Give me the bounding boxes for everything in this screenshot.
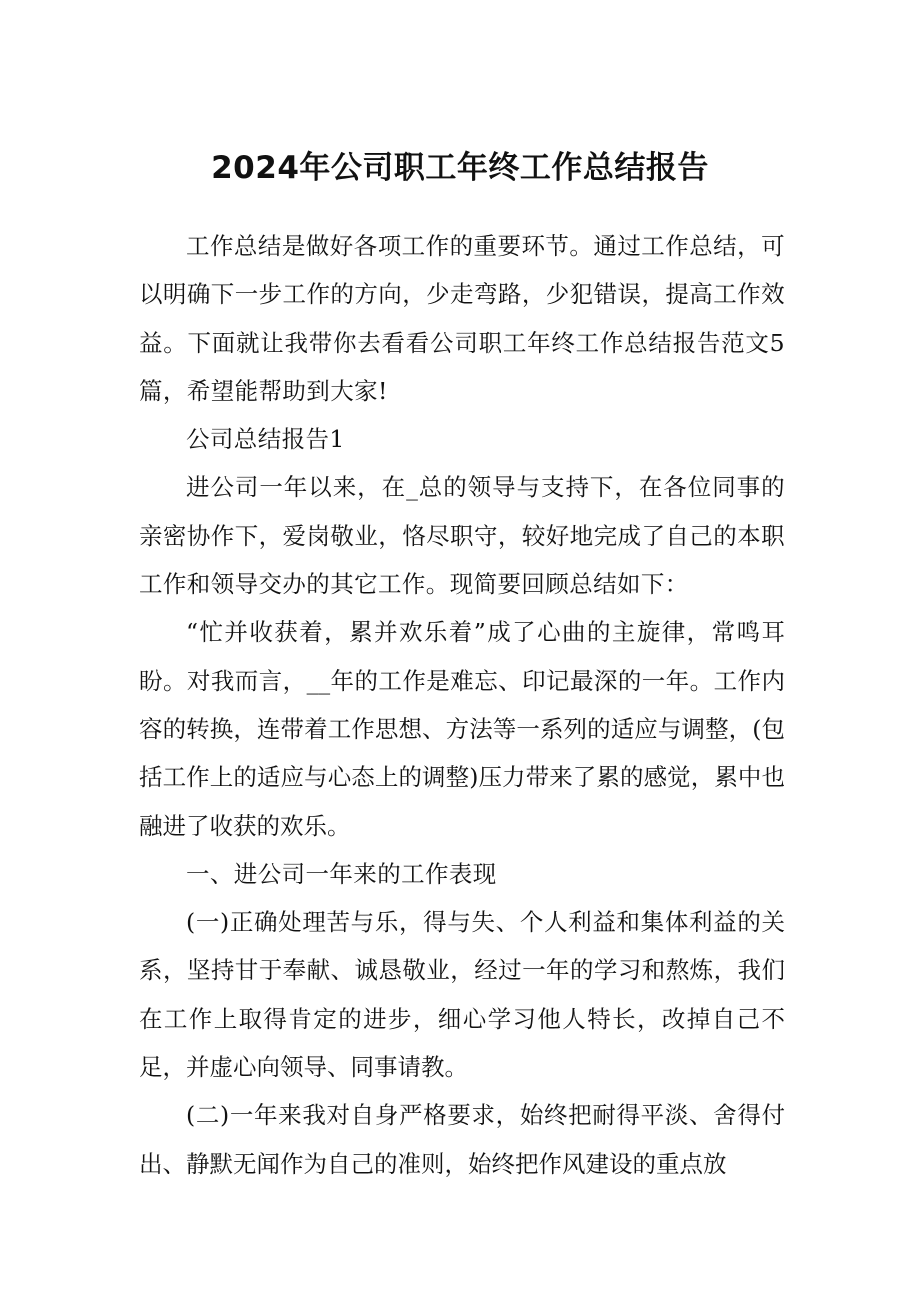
section-heading-report-1: 公司总结报告1 bbox=[186, 425, 345, 454]
paragraph-point-1: (一)正确处理苦与乐，得与失、个人利益和集体利益的关系，坚持甘于奉献、诚恳敬业，经过一年的学习和熬炼，我们在工作上取得肯定的进步，细心学习他人特长，改掉自己不足，并虚心向领导、同事请教。 bbox=[139, 908, 785, 1082]
paragraph-opening: 进公司一年以来，在_总的领导与支持下，在各位同事的亲密协作下，爱岗敬业，恪尽职守，较好地完成了自己的本职工作和领导交办的其它工作。现简要回顾总结如下： bbox=[139, 473, 785, 599]
paragraph-reflection: “忙并收获着，累并欢乐着”成了心曲的主旋律，常鸣耳盼。对我而言，__年的工作是难忘、印记最深的一年。工作内容的转换，连带着工作思想、方法等一系列的适应与调整，(包括工作上的适应与心态上的调整)压力带来了累的感觉，累中也融进了收获的欢乐。 bbox=[139, 618, 785, 840]
section-heading-performance: 一、进公司一年来的工作表现 bbox=[186, 859, 497, 888]
paragraph-intro: 工作总结是做好各项工作的重要环节。通过工作总结，可以明确下一步工作的方向，少走弯路，少犯错误，提高工作效益。下面就让我带你去看看公司职工年终工作总结报告范文5篇，希望能帮助到大家! bbox=[139, 232, 785, 405]
document-title: 2024年公司职工年终工作总结报告 bbox=[211, 150, 709, 186]
paragraph-point-2: (二)一年来我对自身严格要求，始终把耐得平淡、舍得付出、静默无闻作为自己的准则，始终把作风建设的重点放 bbox=[139, 1101, 785, 1178]
document-body bbox=[139, 222, 785, 1188]
